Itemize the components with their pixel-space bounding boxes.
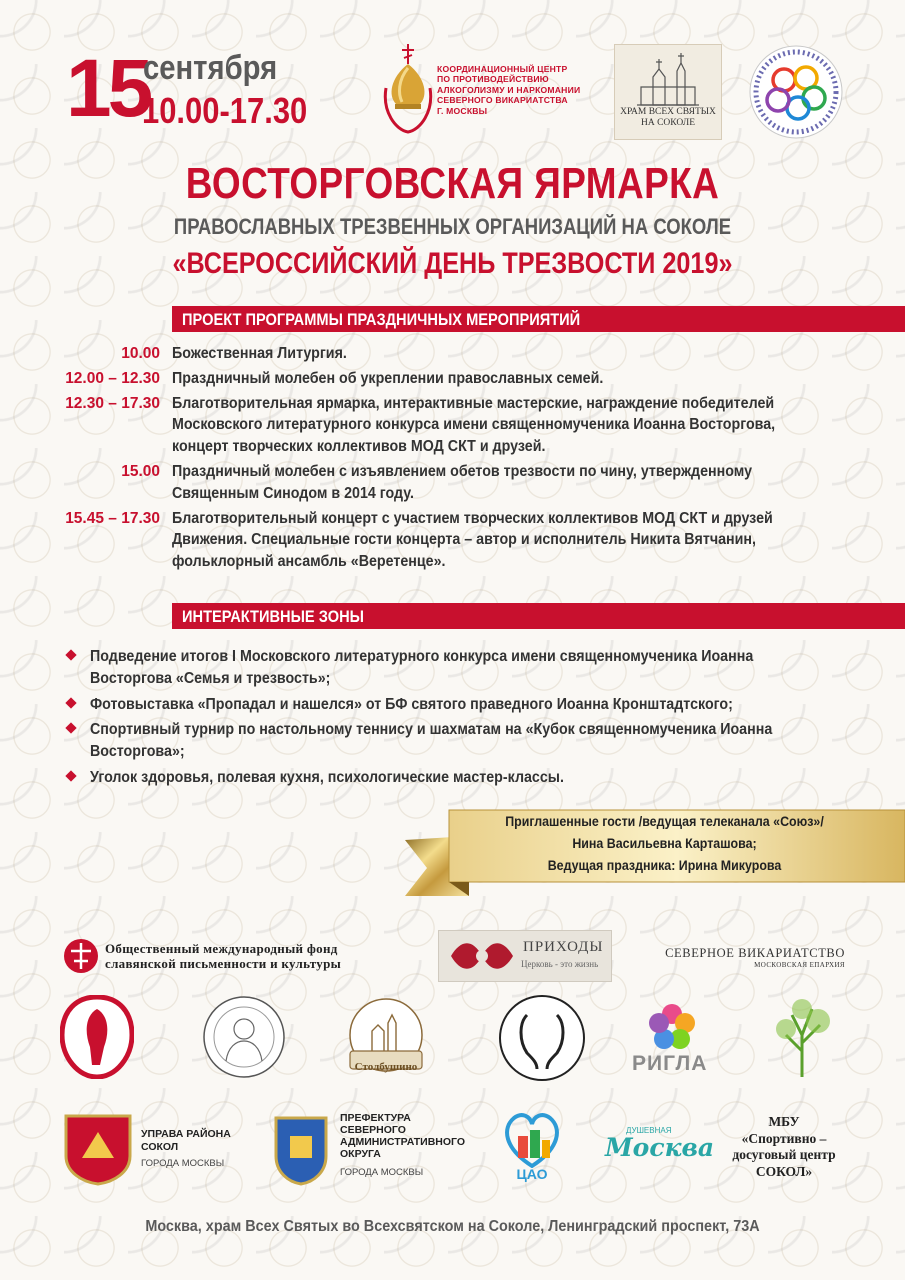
footer-address: Москва, храм Всех Святых во Всехсвятском на Соколе, Ленинградский проспект, 73А xyxy=(145,1218,760,1235)
fund-emblem-icon xyxy=(62,937,100,975)
list-item: Уголок здоровья, полевая кухня, психологические мастер-классы. xyxy=(0,767,905,789)
zones-heading: ИНТЕРАКТИВНЫЕ ЗОНЫ xyxy=(182,607,364,626)
dushevnaya-moskva-logo: Москва xyxy=(605,1133,715,1162)
ornament-icon xyxy=(447,937,517,975)
list-item: Фотовыставка «Пропадал и нашелся» от БФ святого праведного Иоанна Кронштадтского; xyxy=(0,694,905,716)
prihody-title: ПРИХОДЫ xyxy=(523,939,604,955)
tree-logo xyxy=(762,995,842,1079)
coordination-center-text: КООРДИНАЦИОННЫЙ ЦЕНТР ПО ПРОТИВОДЕЙСТВИЮ АЛКОГОЛИЗМУ И НАРКОМАНИИ СЕВЕРНОГО ВИКАРИАТСТВА Г. МОСКВЫ xyxy=(437,64,581,116)
zones-heading-bar xyxy=(172,603,905,629)
diamond-bullet-icon xyxy=(65,649,76,660)
program-heading-bar xyxy=(172,306,905,332)
schedule-text: Праздничный молебен об укреплении православных семей. xyxy=(172,369,604,387)
temple-caption: ХРАМ ВСЕХ СВЯТЫХ НА СОКОЛЕ xyxy=(620,107,716,128)
stolbushino-text: Столбушино xyxy=(354,1061,418,1073)
rigla-text: РИГЛА xyxy=(632,1052,708,1075)
guests-line: Ведущая праздника: Ирина Микурова xyxy=(547,858,782,873)
schedule-row xyxy=(0,393,905,458)
uprava-coat-of-arms-icon xyxy=(62,1112,134,1186)
prihody-logo xyxy=(438,930,612,982)
time-range: 10.00-17.30 xyxy=(142,90,308,131)
schedule-text: Божественная Литургия. xyxy=(172,345,347,362)
day-title: «ВСЕРОССИЙСКИЙ ДЕНЬ ТРЕЗВОСТИ 2019» xyxy=(172,247,733,280)
schedule-time: 15.45 – 17.30 xyxy=(65,509,160,527)
church-icon xyxy=(637,51,699,107)
family-health-logo xyxy=(497,993,587,1083)
uprava-text: УПРАВА РАЙОНА СОКОЛ xyxy=(141,1128,231,1153)
rigla-flower-icon xyxy=(648,1003,696,1051)
schedule-time: 12.30 – 17.30 xyxy=(65,394,160,412)
schedule-time: 10.00 xyxy=(121,345,160,362)
program-heading: ПРОЕКТ ПРОГРАММЫ ПРАЗДНИЧНЫХ МЕРОПРИЯТИЙ xyxy=(182,310,581,329)
diamond-bullet-icon xyxy=(65,697,76,708)
subtitle: ПРАВОСЛАВНЫХ ТРЕЗВЕННЫХ ОРГАНИЗАЦИЙ НА СОКОЛЕ xyxy=(173,214,732,239)
schedule-text: Благотворительный концерт с участием творческих коллективов МОД СКТ и друзей Движения. Специальные гости концерта – автор и исполнитель Никита Вятчанин, фольклорный ансамбль «Веретенце». xyxy=(172,509,773,571)
prefecture-coat-of-arms-icon xyxy=(266,1110,336,1186)
schedule xyxy=(0,343,905,576)
prefecture-city: ГОРОДА МОСКВЫ xyxy=(340,1167,424,1178)
vikariatstvo-text: СЕВЕРНОЕ ВИКАРИАТСТВО xyxy=(665,946,845,960)
schedule-text: Благотворительная ярмарка, интерактивные мастерские, награждение победителей Московского литературного конкурса имени священномученика Иоанна Восторгова, концерт творческих коллективов МОД СКТ и друзей. xyxy=(172,394,776,456)
cao-text: ЦАО xyxy=(516,1166,548,1182)
main-title: ВОСТОРГОВСКАЯ ЯРМАРКА xyxy=(185,159,720,208)
saint-medallion-logo xyxy=(202,995,286,1079)
schedule-row xyxy=(0,508,905,573)
dushevnaya-small-text: ДУШЕВНАЯ xyxy=(626,1126,672,1135)
schedule-time: 15.00 xyxy=(121,462,160,480)
schedule-row xyxy=(0,368,905,390)
guests-line: Приглашенные гости /ведущая телеканала «Союз»/ xyxy=(505,814,824,829)
dome-cross-logo xyxy=(378,42,438,136)
date-month: сентября xyxy=(143,49,278,87)
guests-line: Нина Васильевна Карташова; xyxy=(572,836,757,851)
uprava-city: ГОРОДА МОСКВЫ xyxy=(141,1158,225,1169)
zones-list xyxy=(0,646,905,793)
eparchy-text: МОСКОВСКАЯ ЕПАРХИЯ xyxy=(754,961,845,969)
prihody-subtitle: Церковь - это жизнь xyxy=(521,959,599,969)
schedule-text: Праздничный молебен с изъявлением обетов трезвости по чину, утвержденному Священным Синодом в 2014 году. xyxy=(172,462,753,502)
rings-logo xyxy=(748,44,844,140)
theatre-logo xyxy=(60,995,134,1079)
temple-logo xyxy=(614,44,722,140)
guests-block xyxy=(462,811,867,881)
schedule-row xyxy=(0,461,905,505)
diamond-bullet-icon xyxy=(65,770,76,781)
cao-logo xyxy=(500,1108,564,1168)
list-item: Подведение итогов I Московского литературного конкурса имени священномученика Иоанна Восторгова «Семья и трезвость»; xyxy=(0,646,905,690)
mbu-text: МБУ «Спортивно – досуговый центр СОКОЛ» xyxy=(732,1114,836,1179)
diamond-bullet-icon xyxy=(65,723,76,734)
schedule-row xyxy=(0,343,905,365)
date-day: 15 xyxy=(66,43,150,134)
schedule-time: 12.00 – 12.30 xyxy=(65,369,160,387)
fund-logo-text: Общественный международный фонд славянской письменности и культуры xyxy=(105,941,342,971)
prefecture-text: ПРЕФЕКТУРА СЕВЕРНОГО АДМИНИСТРАТИВНОГО ОКРУГА xyxy=(340,1112,466,1160)
list-item: Спортивный турнир по настольному теннису и шахматам на «Кубок священномученика Иоанна Восторгова»; xyxy=(0,719,905,763)
